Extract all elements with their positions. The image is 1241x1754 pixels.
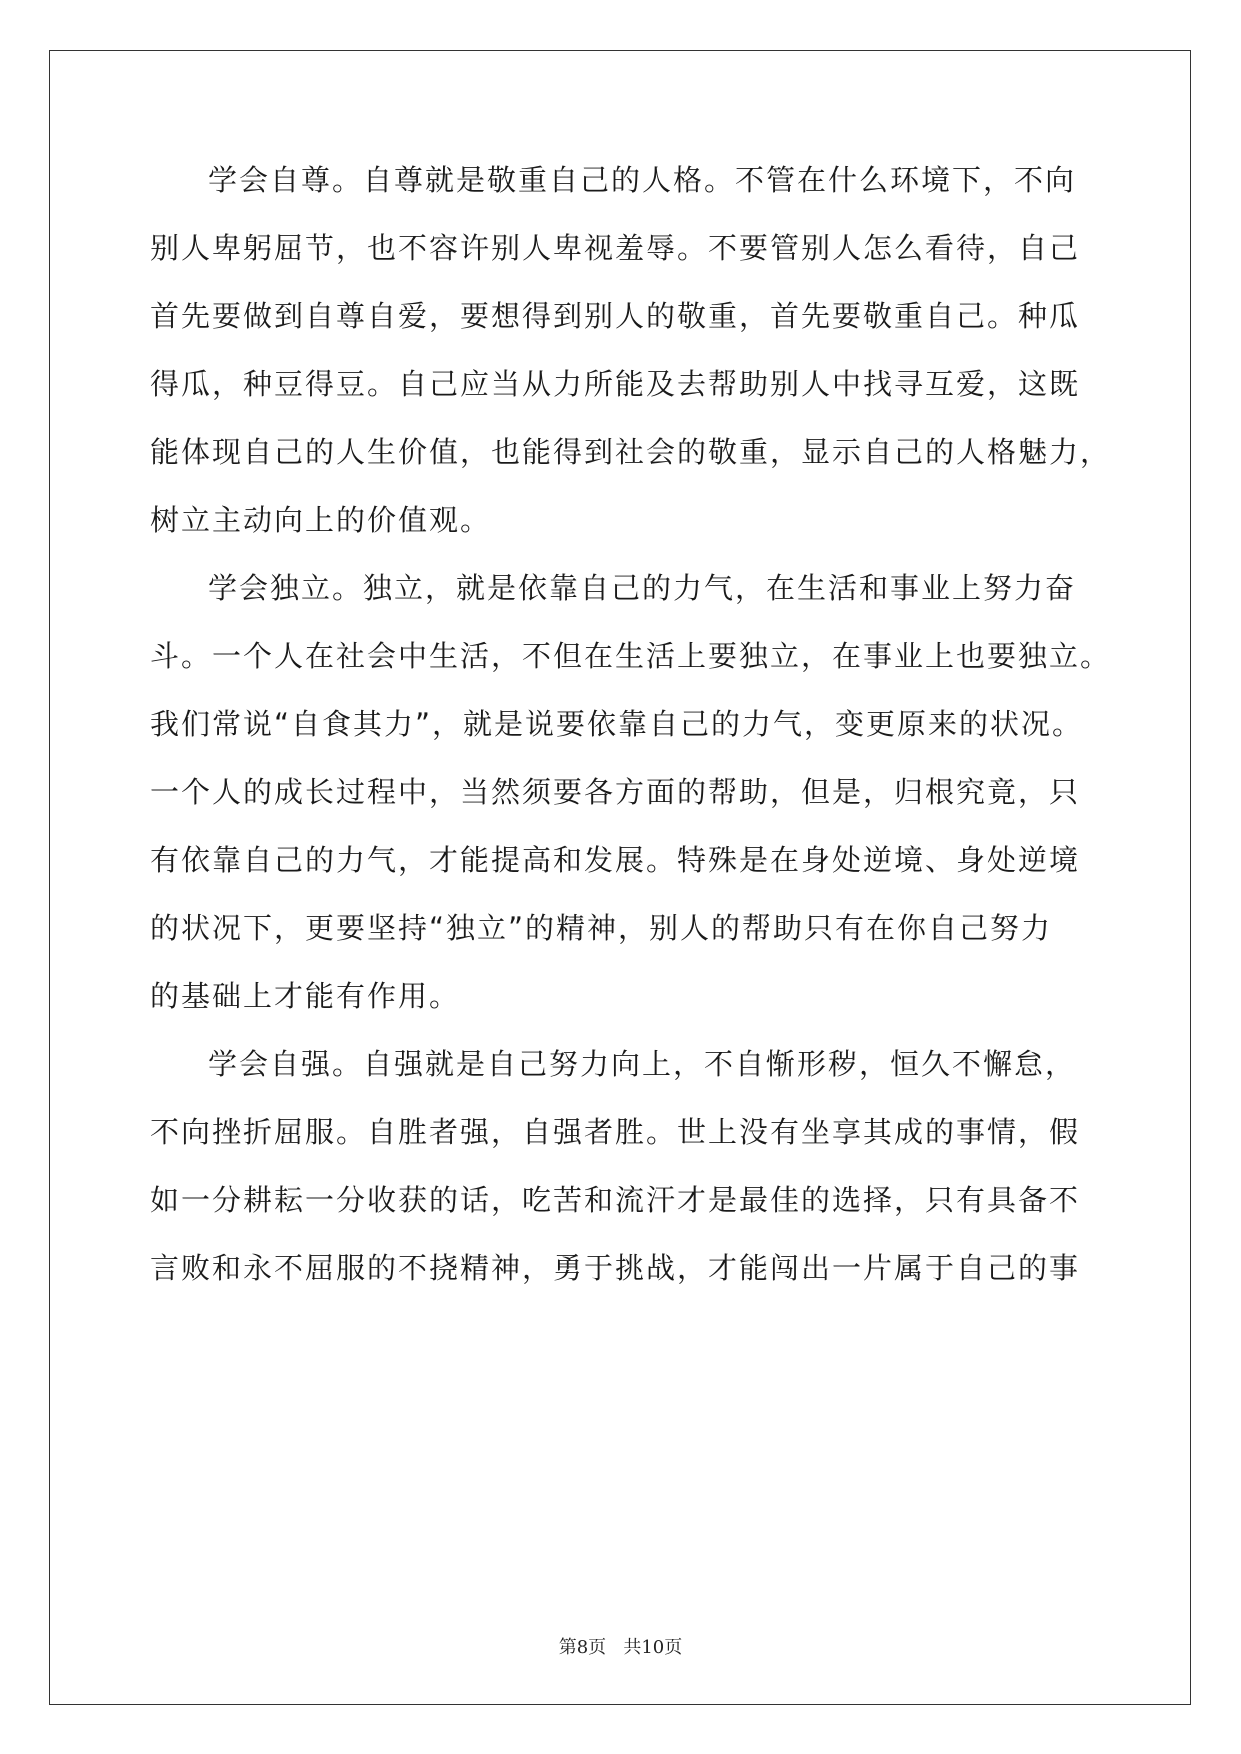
- text-line: 学会自强。自强就是自己努力向上，不自惭形秽，恒久不懈怠，: [208, 1047, 1077, 1081]
- text-line: 学会自尊。自尊就是敬重自己的人格。不管在什么环境下，不向: [208, 163, 1077, 197]
- text-line: 首先要做到自尊自爱，要想得到别人的敬重，首先要敬重自己。种瓜: [150, 299, 1081, 333]
- text-line: 的基础上才能有作用。: [150, 979, 461, 1013]
- text-line: 树立主动向上的价值观。: [150, 503, 492, 537]
- text-line: 言败和永不屈服的不挠精神，勇于挑战，才能闯出一片属于自己的事: [150, 1251, 1081, 1285]
- text-line: 有依靠自己的力气，才能提高和发展。特殊是在身处逆境、身处逆境: [150, 843, 1081, 877]
- page-number-current: 第8页: [558, 1637, 607, 1658]
- text-line: 学会独立。独立，就是依靠自己的力气，在生活和事业上努力奋: [208, 571, 1077, 605]
- text-line: 得瓜，种豆得豆。自己应当从力所能及去帮助别人中找寻互爱，这既: [150, 367, 1081, 401]
- text-line: 的状况下，更要坚持“独立”的精神，别人的帮助只有在你自己努力: [150, 911, 1053, 945]
- text-line: 一个人的成长过程中，当然须要各方面的帮助，但是，归根究竟，只: [150, 775, 1081, 809]
- text-line: 斗。一个人在社会中生活，不但在生活上要独立，在事业上也要独立。: [150, 639, 1112, 673]
- text-line: 我们常说“自食其力”，就是说要依靠自己的力气，变更原来的状况。: [150, 707, 1084, 741]
- text-line: 别人卑躬屈节，也不容许别人卑视羞辱。不要管别人怎么看待，自己: [150, 231, 1081, 265]
- text-line: 不向挫折屈服。自胜者强，自强者胜。世上没有坐享其成的事情，假: [150, 1115, 1081, 1149]
- page-number-total: 共10页: [623, 1637, 683, 1658]
- text-line: 能体现自己的人生价值，也能得到社会的敬重，显示自己的人格魅力，: [150, 435, 1112, 469]
- text-line: 如一分耕耘一分收获的话，吃苦和流汗才是最佳的选择，只有具备不: [150, 1183, 1081, 1217]
- page-footer: [0, 1633, 1241, 1659]
